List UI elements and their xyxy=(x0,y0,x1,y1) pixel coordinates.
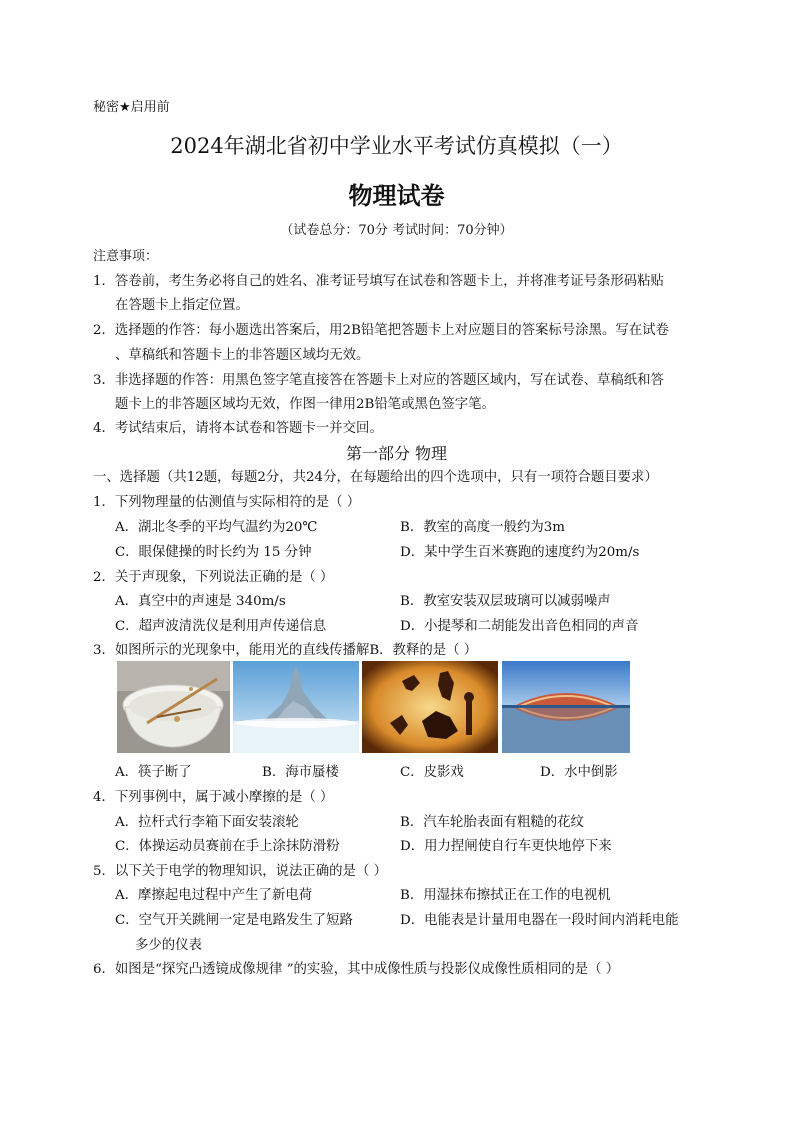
figure-caption-a: A．筷子断了 xyxy=(115,765,192,780)
question-5-option-d-cont: 多少的仪表 xyxy=(135,938,202,953)
notice-item-2: 2．选择题的作答：每小题选出答案后，用2B铅笔把答题卡上对应题目的答案标号涂黑。写在试卷 xyxy=(93,323,669,338)
bowl-chopsticks-image xyxy=(117,661,230,753)
question-2-stem: 2．关于声现象，下列说法正确的是（ ） xyxy=(93,570,334,585)
confidential-mark: 秘密★启用前 xyxy=(93,100,170,115)
question-5-option-a: A．摩擦起电过程中产生了新电荷 xyxy=(115,888,313,903)
stadium-reflection-image xyxy=(502,661,630,753)
section-title: 第一部分 物理 xyxy=(345,444,448,463)
notice-item-4: 4．考试结束后，请将本试卷和答题卡一并交回。 xyxy=(93,421,383,436)
question-4-option-a: A．拉杆式行李箱下面安装滚轮 xyxy=(115,815,299,830)
figure-caption-c: C．皮影戏 xyxy=(400,765,464,780)
question-4-stem: 4．下列事例中，属于减小摩擦的是（ ） xyxy=(93,790,334,805)
question-2-option-d: D．小提琴和二胡能发出音色相同的声音 xyxy=(400,619,639,634)
question-4-option-d: D．用力捏闸使自行车更快地停下来 xyxy=(400,839,612,854)
question-1-option-c: C．眼保健操的时长约为 15 分钟 xyxy=(115,545,312,560)
notice-item-1: 1．答卷前，考生务必将自己的姓名、准考证号填写在试卷和答题卡上，并将准考证号条形码粘贴 xyxy=(93,274,664,289)
subject-title: 物理试卷 xyxy=(348,182,445,210)
question-1-option-b: B．教室的高度一般约为3m xyxy=(400,520,565,535)
question-5-option-c: C．空气开关跳闸一定是电路发生了短路 xyxy=(115,913,353,928)
notice-item-1-cont: 在答题卡上指定位置。 xyxy=(115,298,249,313)
question-1-stem: 1．下列物理量的估测值与实际相符的是（ ） xyxy=(93,495,361,510)
question-2-option-a: A．真空中的声速是 340m/s xyxy=(115,594,286,609)
question-1-option-d: D．某中学生百米赛跑的速度约为20m/s xyxy=(400,545,640,560)
figure-caption-b: B．海市蜃楼 xyxy=(262,765,339,780)
question-4-option-c: C．体操运动员赛前在手上涂抹防滑粉 xyxy=(115,839,340,854)
mirage-castle-image xyxy=(233,661,359,753)
question-1-option-a: A．湖北冬季的平均气温约为20℃ xyxy=(115,520,318,535)
exam-title: 2024年湖北省初中学业水平考试仿真模拟（一） xyxy=(170,134,623,158)
notice-item-2-cont: 、草稿纸和答题卡上的非答题区域均无效。 xyxy=(115,348,370,363)
notice-item-3-cont: 题卡上的非答题区域均无效，作图一律用2B铅笔或黑色签字笔。 xyxy=(115,397,495,412)
question-5-option-b: B．用湿抹布擦拭正在工作的电视机 xyxy=(400,888,611,903)
figure-caption-d: D．水中倒影 xyxy=(540,765,618,780)
shadow-puppet-image xyxy=(362,661,498,753)
question-2-option-b: B．教室安装双层玻璃可以减弱噪声 xyxy=(400,594,611,609)
question-3-figures xyxy=(117,661,630,753)
notice-heading: 注意事项： xyxy=(93,249,159,264)
question-4-option-b: B．汽车轮胎表面有粗糙的花纹 xyxy=(400,815,584,830)
exam-meta: （试卷总分：70分 考试时间：70分钟） xyxy=(280,223,513,238)
question-6-stem: 6．如图是“探究凸透镜成像规律 ”的实验，其中成像性质与投影仪成像性质相同的是（ ） xyxy=(93,962,620,977)
question-5-stem: 5．以下关于电学的物理知识，说法正确的是（ ） xyxy=(93,864,387,879)
notice-item-3: 3．非选择题的作答：用黑色签字笔直接答在答题卡上对应的答题区域内，写在试卷、草稿纸和答 xyxy=(93,373,664,388)
question-2-option-c: C．超声波清洗仪是利用声传递信息 xyxy=(115,619,327,634)
question-5-option-d: D．电能表是计量用电器在一段时间内消耗电能 xyxy=(400,913,679,928)
section-instruction: 一、选择题（共12题，每题2分，共24分，在每题给出的四个选项中，只有一项符合题目要求） xyxy=(93,470,658,485)
question-3-stem: 3．如图所示的光现象中，能用光的直线传播解B．教释的是（ ） xyxy=(93,643,478,658)
